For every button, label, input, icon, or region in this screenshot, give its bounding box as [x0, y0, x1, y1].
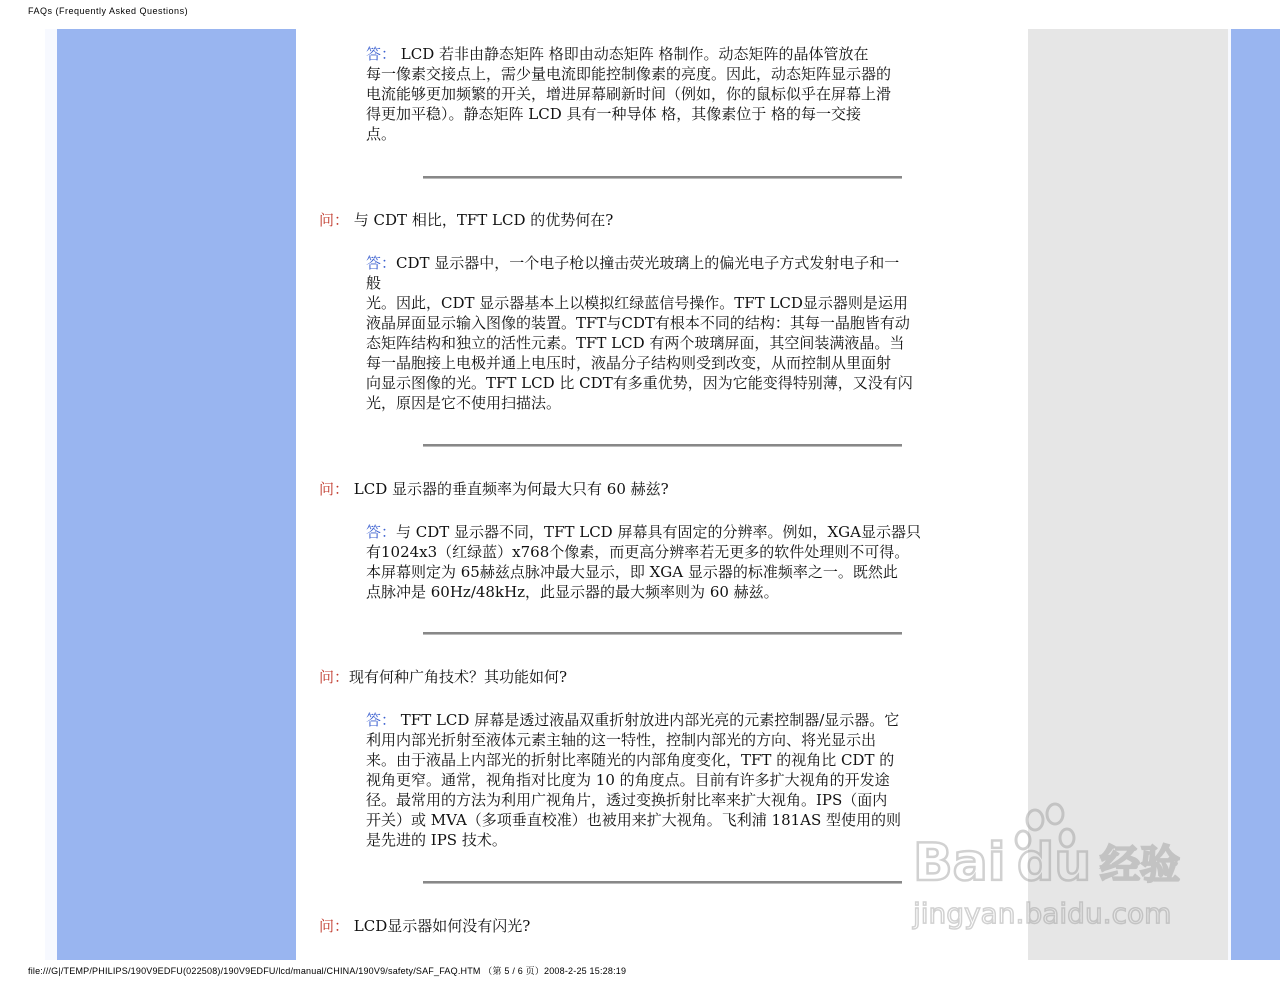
answer-line: LCD 若非由静态矩阵 格即由动态矩阵 格制作。动态矩阵的晶体管放在 — [396, 45, 869, 63]
question-text: 与 CDT 相比，TFT LCD 的优势何在? — [349, 211, 614, 229]
answer-line: 开关）或 MVA（多项垂直校准）也被用来扩大视角。飞利浦 181AS 型使用的则 — [366, 811, 902, 829]
question-text: LCD 显示器的垂直频率为何最大只有 60 赫兹? — [349, 480, 669, 498]
answer-line: TFT LCD 屏幕是透过液晶双重折射放进内部光亮的元素控制器/显示器。它 — [396, 711, 900, 729]
answer-block-4 — [366, 710, 956, 850]
separator-line — [423, 632, 902, 635]
answer-line: 利用内部光折射至液体元素主轴的这一特性，控制内部光的方向、将光显示出 — [366, 731, 877, 749]
svg-text:jingyan.baidu.com: jingyan.baidu.com — [913, 897, 1172, 930]
question-block-4 — [319, 916, 959, 936]
left-blue-sidebar — [57, 29, 296, 960]
svg-text:经验: 经验 — [1100, 842, 1180, 888]
baidu-jingyan-watermark-logo — [905, 798, 1205, 938]
answer-line: 态矩阵结构和独立的活性元素。TFT LCD 有两个玻璃屏面，其空间装满液晶。当 — [366, 334, 905, 352]
right-blue-sidebar — [1231, 29, 1280, 960]
left-margin-strip — [45, 29, 57, 960]
answer-line: 得更加平稳）。静态矩阵 LCD 具有一种导体 格，其像素位于 格的每一交接 — [366, 105, 862, 123]
answer-label: 答： — [366, 45, 397, 63]
question-label: 问： — [319, 211, 350, 229]
answer-block-1 — [366, 44, 956, 144]
answer-line: 来。由于液晶上内部光的折射比率随光的内部角度变化，TFT 的视角比 CDT 的 — [366, 751, 895, 769]
answer-block-2 — [366, 253, 956, 413]
answer-label: 答： — [366, 711, 397, 729]
answer-line: 般 — [366, 274, 382, 292]
answer-line: 视角更窄。通常，视角指对比度为 10 的角度点。目前有许多扩大视角的开发途 — [366, 771, 890, 789]
answer-line: 光，原因是它不使用扫描法。 — [366, 394, 562, 412]
answer-line: 电流能够更加频繁的开关，增进屏幕刷新时间（例如，你的鼠标似乎在屏幕上滑 — [366, 85, 892, 103]
answer-line: 有1024x3（红绿蓝）x768个像素，而更高分辨率若无更多的软件处理则不可得。 — [366, 543, 910, 561]
question-label: 问： — [319, 668, 350, 686]
answer-line: 向显示图像的光。TFT LCD 比 CDT有多重优势，因为它能变得特别薄，又没有闪 — [366, 374, 913, 392]
answer-line: 本屏幕则定为 65赫兹点脉冲最大显示，即 XGA 显示器的标准频率之一。既然此 — [366, 563, 898, 581]
answer-line: CDT 显示器中，一个电子枪以撞击荧光玻璃上的偏光电子方式发射电子和一 — [396, 254, 900, 272]
answer-line: 光。因此，CDT 显示器基本上以模拟红绿蓝信号操作。TFT LCD显示器则是运用 — [366, 294, 908, 312]
question-block-3 — [319, 667, 959, 687]
separator-line — [423, 176, 902, 179]
question-text: LCD显示器如何没有闪光? — [349, 917, 531, 935]
answer-line: 与 CDT 显示器不同，TFT LCD 屏幕具有固定的分辨率。例如，XGA显示器只 — [396, 523, 921, 541]
page-header-title: FAQs (Frequently Asked Questions) — [28, 6, 189, 16]
page-footer-path: file:///G|/TEMP/PHILIPS/190V9EDFU(022508)/190V9EDFU/lcd/manual/CHINA/190V9/safety/SAF_FAQ.HTM （第 5 / 6 页）2008-2-25 15:28:19 — [28, 966, 627, 976]
answer-line: 每一晶胞接上电极并通上电压时，液晶分子结构则受到改变，从而控制从里面射 — [366, 354, 892, 372]
answer-line: 点脉冲是 60Hz/48kHz，此显示器的最大频率则为 60 赫兹。 — [366, 583, 779, 601]
question-label: 问： — [319, 480, 350, 498]
answer-label: 答： — [366, 254, 397, 272]
answer-line: 每一像素交接点上，需少量电流即能控制像素的亮度。因此，动态矩阵显示器的 — [366, 65, 892, 83]
answer-block-3 — [366, 522, 956, 602]
answer-line: 点。 — [366, 125, 397, 143]
answer-line: 径。最常用的方法为利用广视角片，透过变换折射比率来扩大视角。IPS（面内 — [366, 791, 888, 809]
question-text: 现有何种广角技术？其功能如何? — [349, 668, 568, 686]
answer-line: 是先进的 IPS 技术。 — [366, 831, 507, 849]
question-block-2 — [319, 479, 959, 499]
svg-text:du: du — [1017, 833, 1092, 893]
answer-label: 答： — [366, 523, 397, 541]
separator-line — [423, 881, 902, 884]
svg-text:Bai: Bai — [913, 833, 1006, 893]
answer-line: 液晶屏面显示输入图像的装置。TFT与CDT有根本不同的结构：其每一晶胞皆有动 — [366, 314, 910, 332]
question-block-1 — [319, 210, 959, 230]
question-label: 问： — [319, 917, 350, 935]
separator-line — [423, 444, 902, 447]
